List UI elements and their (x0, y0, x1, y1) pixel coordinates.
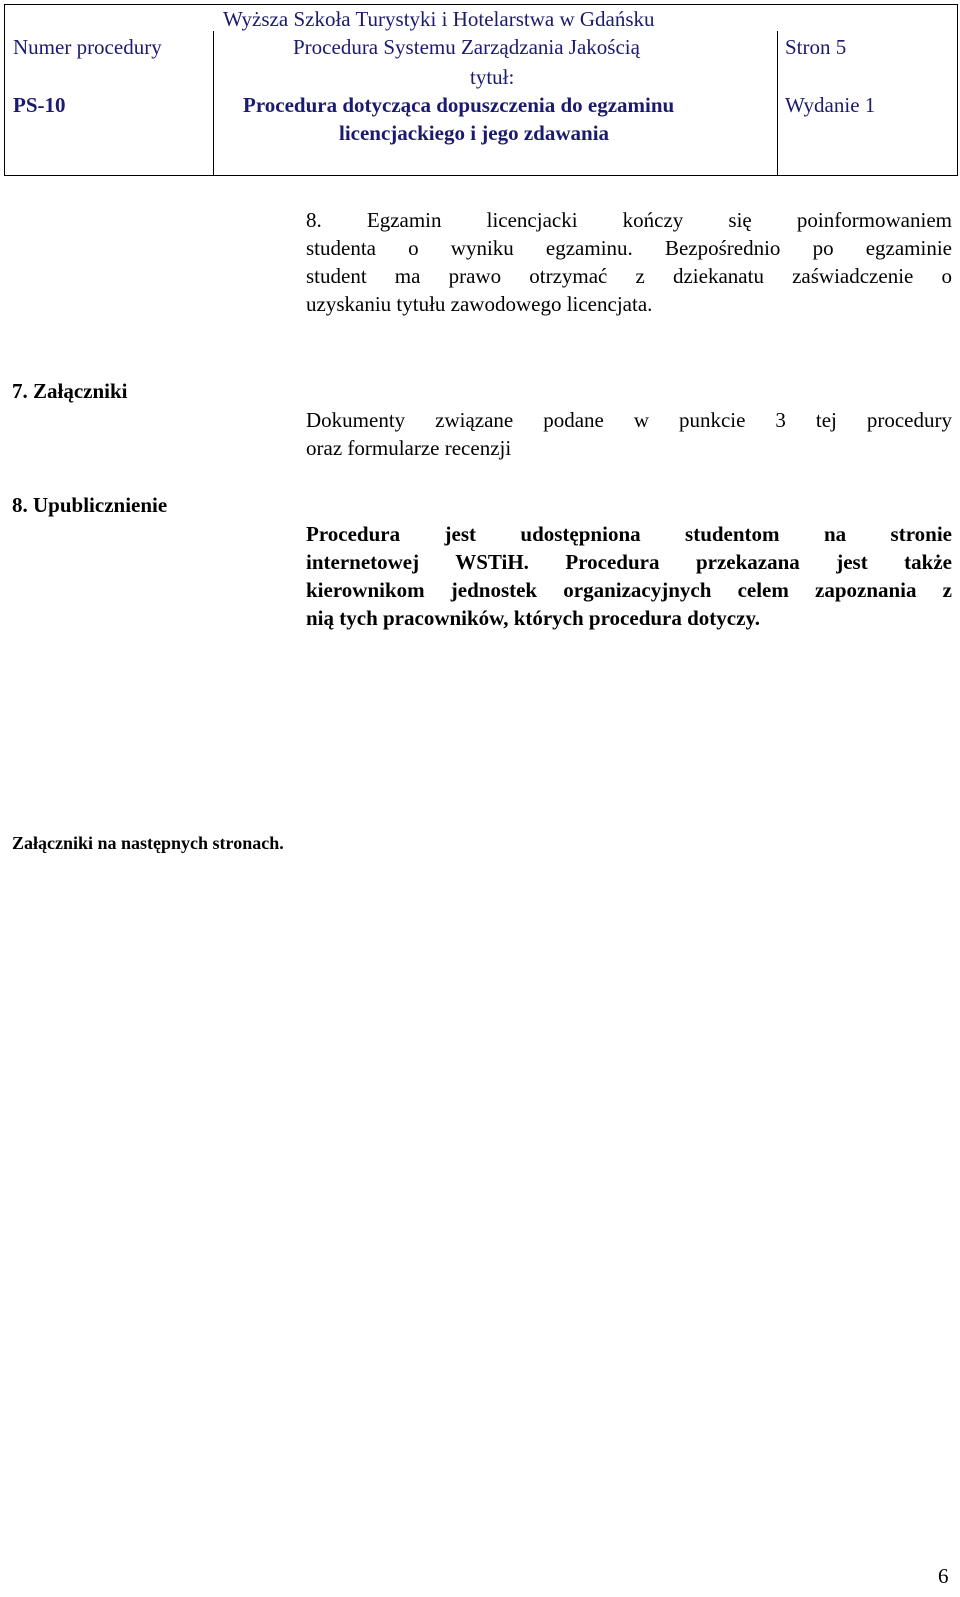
point8-line-2: studenta o wyniku egzaminu. Bezpośrednio po egzaminie (306, 236, 952, 260)
point8-line-1: 8. Egzamin licencjacki kończy się poinformowaniem (306, 208, 952, 232)
section8-line-2: internetowej WSTiH. Procedura przekazana jest także (306, 550, 952, 574)
procedure-header (4, 4, 958, 176)
point8-line-3: student ma prawo otrzymać z dziekanatu zaświadczenie o (306, 264, 952, 288)
procedure-number-label: Numer procedury (13, 35, 162, 59)
header-divider-right (777, 31, 778, 175)
page-number: 6 (938, 1564, 949, 1588)
point8-line-4: uzyskaniu tytułu zawodowego licencjata. (306, 292, 653, 316)
section8-line-1: Procedura jest udostępniona studentom na stronie (306, 522, 952, 546)
procedure-title-line1: Procedura dotycząca dopuszczenia do egzaminu (243, 93, 675, 117)
section7-line-2: oraz formularze recenzji (306, 436, 512, 460)
section7-heading: 7. Załączniki (12, 379, 128, 403)
attachments-note: Załączniki na następnych stronach. (12, 833, 284, 853)
section7-line-1: Dokumenty związane podane w punkcie 3 tej procedury (306, 408, 952, 432)
procedure-number: PS-10 (13, 93, 66, 117)
system-title: Procedura Systemu Zarządzania Jakością (293, 35, 640, 59)
section8-line-3: kierownikom jednostek organizacyjnych celem zapoznania z (306, 578, 952, 602)
header-divider-left (213, 31, 214, 175)
title-label: tytuł: (470, 65, 515, 89)
page-count: Stron 5 (785, 35, 847, 59)
school-name: Wyższa Szkoła Turystyki i Hotelarstwa w Gdańsku (223, 7, 655, 31)
section8-line-4: nią tych pracowników, których procedura dotyczy. (306, 606, 761, 630)
section8-heading: 8. Upublicznienie (12, 493, 168, 517)
edition: Wydanie 1 (785, 93, 876, 117)
procedure-title-line2: licencjackiego i jego zdawania (339, 121, 610, 145)
